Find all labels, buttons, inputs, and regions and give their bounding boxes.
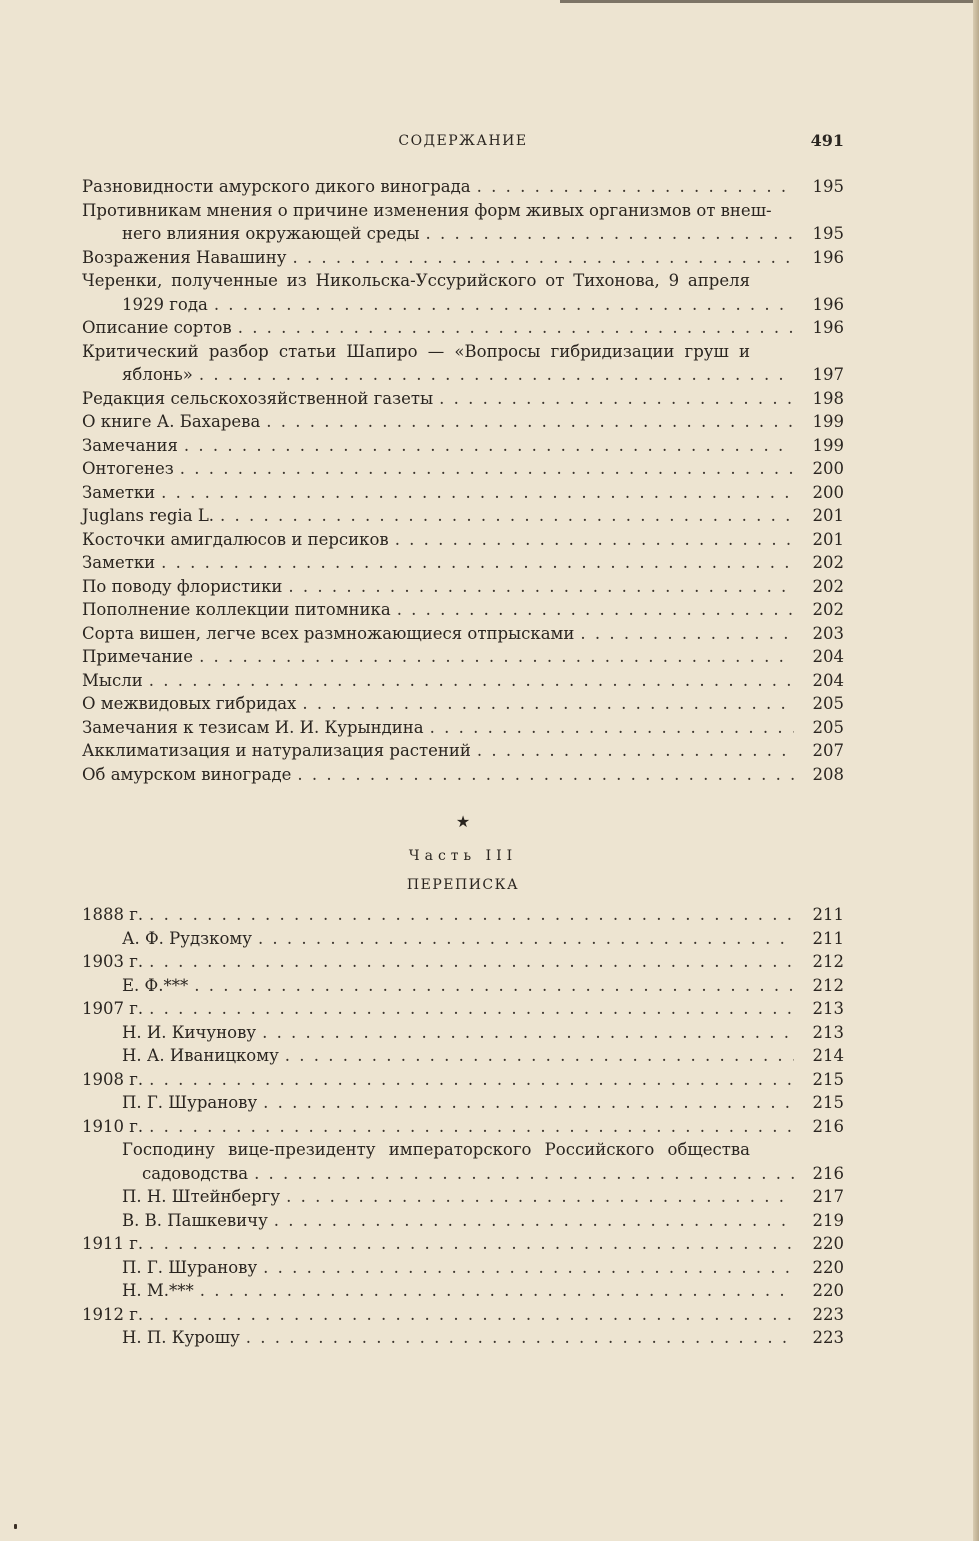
toc-entry-page: 214 [812,1046,844,1065]
toc-entry [82,528,844,552]
toc-dot-leader [149,1303,794,1327]
toc-entry-title: О межвидовых гибридах [82,694,297,713]
toc-entry [82,175,844,199]
toc-entry [82,1279,844,1303]
toc-entry [82,246,844,270]
toc-entry [82,763,844,787]
toc-entry-page: 215 [812,1093,844,1112]
toc-entry-title: яблонь» [122,365,193,384]
toc-entry-page: 207 [812,741,844,760]
toc-dot-leader [149,1115,794,1139]
toc-entry-title: В. В. Пашкевичу [122,1210,268,1230]
toc-entry-title: Разновидности амурского дикого винограда [82,177,471,196]
toc-dot-leader [149,997,794,1021]
toc-dot-leader [149,903,794,927]
toc-dot-leader [238,316,794,340]
toc-entry [82,997,844,1021]
toc-dot-leader [580,622,794,646]
toc-entry-page: 213 [812,999,844,1018]
toc-dot-leader [194,974,794,998]
toc-entry-page: 195 [812,177,844,196]
toc-entry-page: 220 [812,1281,844,1300]
toc-dot-leader [285,1044,794,1068]
toc-entry [82,598,844,622]
toc-entry-title: Н. А. Иваницкому [122,1046,279,1065]
toc-entry [82,622,844,646]
toc-entry-title: Заметки [82,553,156,572]
toc-entry-page: 201 [812,529,844,549]
toc-entry-title: Н. М.*** [122,1281,194,1300]
toc-dot-leader [274,1209,794,1233]
toc-dot-leader [263,1256,794,1280]
toc-entry-page: 197 [812,365,844,384]
toc-entry [82,1326,844,1350]
toc-entry [82,1091,844,1115]
toc-entry [82,739,844,763]
toc-entry-page: 198 [812,388,844,408]
toc-entry-title: Косточки амигдалюсов и персиков [82,529,389,549]
toc-entry [82,692,844,716]
toc-entry-title: Пополнение коллекции питомника [82,600,391,619]
toc-dot-leader [288,575,794,599]
toc-entry [82,1185,844,1209]
toc-entry-title: Примечание [82,647,194,666]
toc-entry [82,950,844,974]
toc-dot-leader [180,457,794,481]
toc-entry [82,1115,844,1139]
toc-entry-page: 219 [812,1210,844,1230]
toc-dot-leader [477,739,794,763]
divider-star-icon: ★ [455,812,471,831]
toc-entry-page: 196 [812,294,844,314]
toc-entry-title: 1907 г. [82,999,144,1018]
toc-entry-title: П. Н. Штейнбергу [122,1187,281,1206]
toc-dot-leader [477,175,794,199]
toc-dot-leader [214,293,794,317]
toc-entry-title: Замечания к тезисам И. И. Курындина [82,717,424,737]
toc-entry-page: 202 [812,576,844,596]
toc-entry-title: садоводства [142,1163,249,1183]
toc-entry-page: 196 [812,318,844,337]
toc-entry-page: 217 [812,1187,844,1206]
toc-entry-title: Редакция сельскохозяйственной газеты [82,388,434,408]
toc-entry-page: 220 [812,1257,844,1277]
toc-entry-page: 213 [812,1022,844,1042]
toc-dot-leader [161,481,794,505]
toc-entry-title: П. Г. Шуранову [122,1093,258,1112]
toc-entry [82,974,844,998]
toc-dot-leader [430,716,794,740]
toc-dot-leader [200,1279,794,1303]
toc-entry-title: Об амурском винограде [82,764,292,784]
toc-entry [82,927,844,951]
toc-entry-page: 211 [812,928,844,948]
toc-dot-leader [439,387,794,411]
toc-entry-title: Заметки [82,482,156,502]
toc-entry-title: него влияния окружающей среды [122,224,420,243]
toc-entry-page: 205 [812,717,844,737]
toc-entry-page: 200 [812,459,844,478]
toc-entry-page: 200 [812,482,844,502]
toc-entry-page: 202 [812,553,844,572]
page-top-edge [560,0,979,3]
toc-entry [82,340,844,364]
toc-entry [82,504,844,528]
toc-entry-title: Акклиматизация и натурализация растений [82,741,471,760]
toc-dot-leader [286,1185,794,1209]
toc-entry-page: 220 [812,1234,844,1253]
toc-entry [82,1068,844,1092]
toc-entry-title: Противникам мнения о причине изменения форм живых организмов от внеш- [82,200,772,220]
toc-entry [82,387,844,411]
toc-dot-leader [302,692,794,716]
toc-entry-title: Н. П. Курошу [122,1328,240,1347]
toc-entry-title: 1888 г. [82,905,144,924]
toc-entry [82,903,844,927]
toc-entry-page: 212 [812,952,844,971]
toc-entry [82,1256,844,1280]
toc-entry-page: 208 [812,764,844,784]
running-head [82,131,844,151]
toc-entry [82,1303,844,1327]
toc-entry-title: О книге А. Бахарева [82,412,261,431]
toc-entry-title: Описание сортов [82,318,232,337]
toc-dot-leader [149,669,794,693]
toc-dot-leader [254,1162,794,1186]
toc-dot-leader [397,598,794,622]
part-title: ПЕРЕПИСКА [406,877,520,893]
toc-entry-page: 223 [812,1304,844,1324]
toc-entry-page: 196 [812,247,844,267]
toc-entry-page: 199 [812,435,844,455]
toc-entry-page: 201 [812,506,844,525]
toc-entry [82,1162,844,1186]
part-label: Часть III [408,848,518,864]
toc-entry [82,1209,844,1233]
toc-entry-title: Критический разбор статьи Шапиро — «Вопросы гибридизации груш и [82,341,750,361]
toc-entry [82,551,844,575]
toc-entry [82,1138,844,1162]
toc-entry [82,669,844,693]
toc-entry [82,457,844,481]
toc-entry [82,645,844,669]
toc-dot-leader [426,222,794,246]
toc-dot-leader [149,1068,794,1092]
toc-entry-page: 204 [812,647,844,666]
toc-entry-title: 1912 г. [82,1304,144,1324]
toc-entry-title: 1903 г. [82,952,144,971]
toc-entry-title: Juglans regia L. [82,506,215,525]
toc-entry [82,575,844,599]
toc-entry [82,1232,844,1256]
toc-entry-title: Онтогенез [82,459,174,478]
toc-entry [82,716,844,740]
toc-dot-leader [199,363,794,387]
running-title: СОДЕРЖАНИЕ [398,133,528,149]
toc-entry-title: Н. И. Кичунову [122,1022,257,1042]
toc-dot-leader [262,1021,794,1045]
toc-entry [82,1044,844,1068]
toc-dot-leader [395,528,794,552]
toc-dot-leader [161,551,794,575]
toc-entry-page: 216 [812,1163,844,1183]
toc-dot-leader [220,504,794,528]
toc-entry [82,269,844,293]
toc-entry-title: 1908 г. [82,1069,144,1089]
toc-entry-page: 205 [812,694,844,713]
toc-dot-leader [258,927,794,951]
toc-dot-leader [263,1091,794,1115]
toc-entry-title: П. Г. Шуранову [122,1257,258,1277]
toc-entry-page: 204 [812,670,844,690]
toc-entry [82,481,844,505]
print-speck [14,1524,17,1529]
toc-dot-leader [246,1326,794,1350]
toc-entry-page: 223 [812,1328,844,1347]
page-right-edge [973,0,979,1541]
toc-entry-title: По поводу флористики [82,576,283,596]
toc-entry [82,410,844,434]
toc-entry [82,199,844,223]
toc-dot-leader [199,645,794,669]
toc-dot-leader [297,763,794,787]
toc-entry-page: 212 [812,975,844,995]
toc-entry-page: 202 [812,600,844,619]
toc-dot-leader [266,410,794,434]
toc-entry-title: А. Ф. Рудзкому [122,928,252,948]
toc-entry-page: 215 [812,1069,844,1089]
toc-entry [82,1021,844,1045]
toc-part3-list [82,903,844,1350]
toc-entry-title: Сорта вишен, легче всех размножающиеся отпрысками [82,623,575,643]
toc-entry-page: 211 [812,905,844,924]
toc-entry-page: 195 [812,224,844,243]
toc-entry-page: 216 [812,1116,844,1136]
toc-entry-page: 203 [812,623,844,643]
toc-entry-title: Замечания [82,435,178,455]
toc-entry-page: 199 [812,412,844,431]
toc-entry-title: 1929 года [122,294,208,314]
toc-entry [82,363,844,387]
toc-entry [82,434,844,458]
page-number: 491 [810,131,844,150]
toc-entry [82,293,844,317]
toc-entry-title: Мысли [82,670,143,690]
toc-dot-leader [292,246,794,270]
toc-entry-title: Е. Ф.*** [122,975,189,995]
toc-entry-title: 1911 г. [82,1234,144,1253]
toc-entry-title: Черенки, полученные из Никольска-Уссурийского от Тихонова, 9 апреля [82,271,750,290]
toc-dot-leader [184,434,794,458]
toc-dot-leader [149,1232,794,1256]
toc-entry-title: Возражения Навашину [82,247,287,267]
toc-entry [82,316,844,340]
toc-entry [82,222,844,246]
toc-entry-title: 1910 г. [82,1116,144,1136]
toc-entry-title: Господину вице-президенту императорского Российского общества [122,1140,750,1159]
toc-part2-list [82,175,844,786]
toc-dot-leader [149,950,794,974]
